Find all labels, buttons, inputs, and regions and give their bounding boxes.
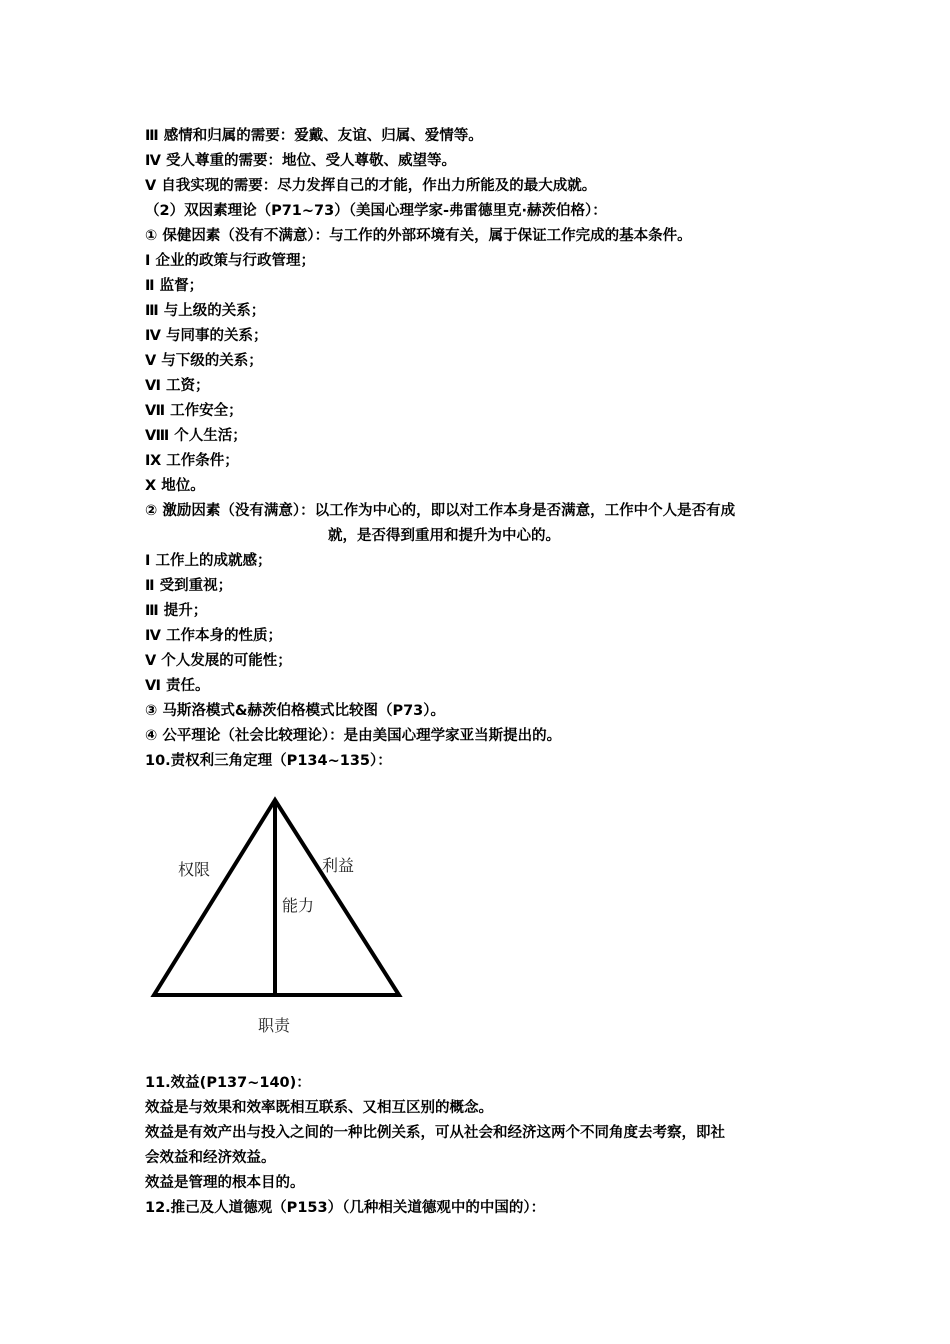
text-line: Ⅴ 与下级的关系；: [145, 353, 263, 369]
text-line: Ⅶ 工作安全；: [145, 403, 243, 419]
text-line: 12.推己及人道德观（P153）（几种相关道德观中的中国的）：: [145, 1200, 546, 1216]
text-line: Ⅴ 自我实现的需要：尽力发挥自己的才能，作出力所能及的最大成就。: [145, 178, 597, 194]
text-line: Ⅱ 受到重视；: [145, 578, 233, 594]
text-line: 就，是否得到重用和提升为中心的。: [328, 528, 560, 544]
text-line: 效益是管理的根本目的。: [145, 1175, 305, 1191]
label-benefit: 利益: [322, 856, 355, 875]
text-line: Ⅳ 与同事的关系；: [145, 328, 268, 344]
text-line: Ⅲ 感情和归属的需要：爱戴、友谊、归属、爱情等。: [145, 128, 483, 144]
triangle-svg: [140, 790, 420, 1050]
label-authority: 权限: [178, 860, 211, 879]
text-line: 11.效益(P137~140)：: [145, 1075, 311, 1091]
text-line: Ⅸ 工作条件；: [145, 453, 239, 469]
text-line: （2）双因素理论（P71~73）（美国心理学家-弗雷德里克·赫茨伯格）：: [145, 203, 607, 219]
text-line: Ⅵ 工资；: [145, 378, 210, 394]
label-ability: 能力: [282, 896, 315, 915]
text-line: Ⅱ 监督；: [145, 278, 204, 294]
text-line: Ⅷ 个人生活；: [145, 428, 247, 444]
text-line: Ⅴ 个人发展的可能性；: [145, 653, 292, 669]
text-line: Ⅰ 工作上的成就感；: [145, 553, 272, 569]
label-responsibility: 职责: [258, 1016, 291, 1035]
text-line: 会效益和经济效益。: [145, 1150, 276, 1166]
text-line: ① 保健因素（没有不满意）：与工作的外部环境有关，属于保证工作完成的基本条件。: [145, 228, 692, 244]
responsibility-triangle-diagram: [140, 790, 420, 1050]
text-line: ③ 马斯洛模式&赫茨伯格模式比较图（P73）。: [145, 703, 446, 719]
text-line: Ⅵ 责任。: [145, 678, 210, 694]
text-line: Ⅳ 受人尊重的需要：地位、受人尊敬、威望等。: [145, 153, 456, 169]
text-line: 10.责权利三角定理（P134~135）：: [145, 753, 392, 769]
text-line: Ⅲ 提升；: [145, 603, 208, 619]
text-line: Ⅲ 与上级的关系；: [145, 303, 266, 319]
text-line: ② 激励因素（没有满意）：以工作为中心的，即以对工作本身是否满意，工作中个人是否有成: [145, 503, 736, 519]
text-line: Ⅹ 地位。: [145, 478, 205, 494]
text-line: Ⅰ 企业的政策与行政管理；: [145, 253, 315, 269]
text-line: 效益是有效产出与投入之间的一种比例关系，可从社会和经济这两个不同角度去考察，即社: [145, 1125, 725, 1141]
text-line: 效益是与效果和效率既相互联系、又相互区别的概念。: [145, 1100, 493, 1116]
text-line: Ⅳ 工作本身的性质；: [145, 628, 282, 644]
text-line: ④ 公平理论（社会比较理论）：是由美国心理学家亚当斯提出的。: [145, 728, 562, 744]
